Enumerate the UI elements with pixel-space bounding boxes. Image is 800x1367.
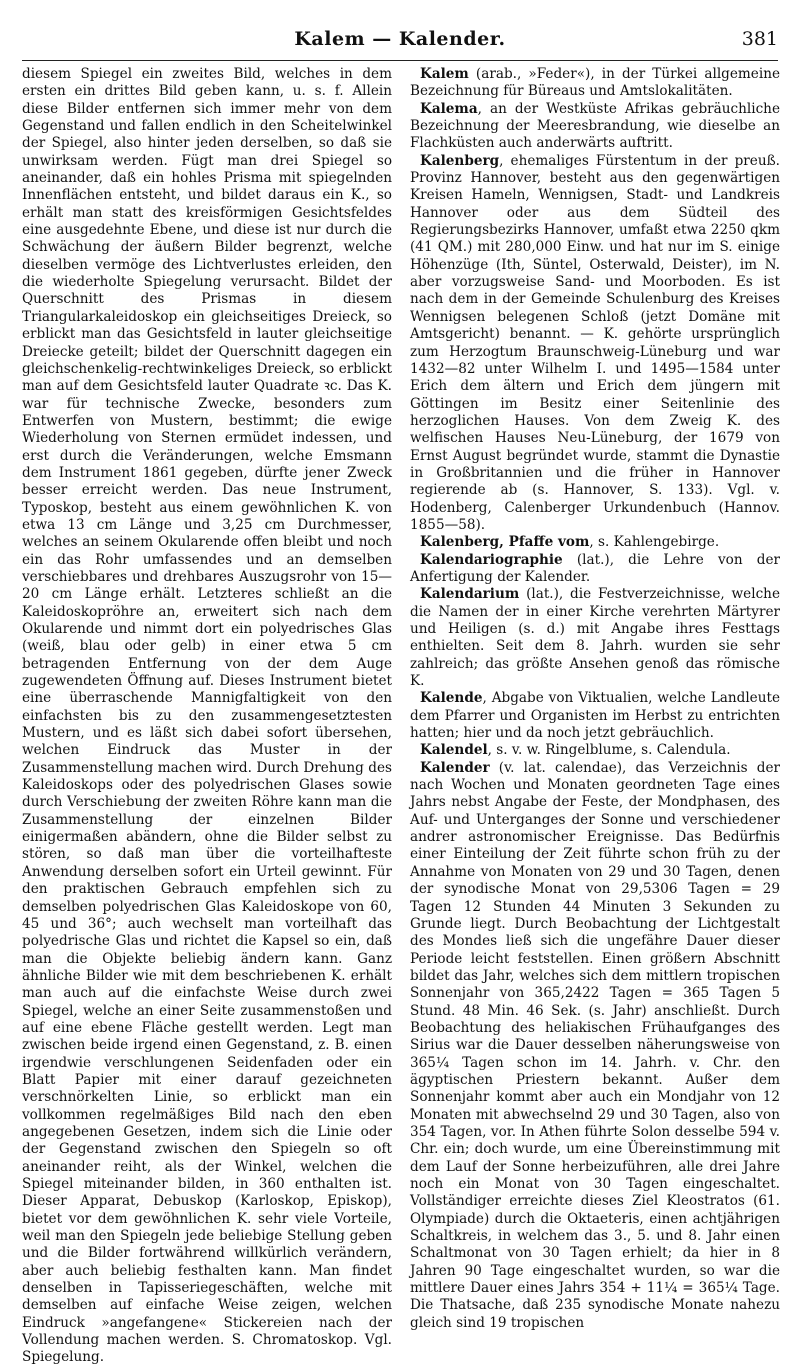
continued-paragraph: diesem Spiegel ein zweites Bild, welches in dem ersten ein drittes Bild geben kann, u. s. f. Allein diese Bilder entfernen sich immer mehr von dem Gegenstand und fallen endlich in den Scheitelwinkel der Spiegel, also hinter jeden derselben, so daß sie unwirksam werden. Fügt man drei Spiegel so aneinander, daß ein hohles Prisma mit spiegelnden Innenflächen entsteht, und bildet daraus ein K., so erhält man statt des kreisförmigen Gesichtsfeldes eine ausgedehnte Ebene, und diese ist nur durch die Schwächung der äußern Bilder begrenzt, welche dieselben vermöge des Lichtverlustes erleiden, den die wiederholte Spiegelung verursacht. Bildet der Querschnitt des Prismas in diesem Triangularkaleidoskop ein gleichseitiges Dreieck, so erblickt man das Gesichtsfeld in lauter gleichseitige Dreiecke geteilt; bildet der Querschnitt dagegen ein gleichschenkelig-rechtwinkeliges Dreieck, so erblickt man auf dem Gesichtsfeld lauter Quadrate ꝛc. Das K. war für technische Zwecke, besonders zum Entwerfen von Mustern, bestimmt; die ewige Wiederholung von Sternen ermüdet indessen, und erst durch die Veränderungen, welche Emsmann dem Instrument 1861 gegeben, dürfte jener Zweck besser erreicht werden. Das neue Instrument, Typoskop, besteht aus einem gewöhnlichen K. von etwa 13 cm Länge und 3,25 cm Durchmesser, welches an seinem Okularende offen bleibt und noch ein das Rohr umfassendes und an demselben verschiebbares und drehbares Auszugsrohr von 15—20 cm Länge erhält. Letzteres schließt an die Kaleidoskopröhre an, erweitert sich nach dem Okularende und nimmt dort ein polyedrisches Glas (weiß, blau oder gelb) in einer etwa 5 cm betragenden Entfernung von der dem Auge zugewendeten Öffnung auf. Dieses Instrument bietet eine überraschende Mannigfaltigkeit von den einfachsten bis zu den zusammengesetztesten Mustern, und es läßt sich dabei sofort übersehen, welchen Eindruck das Muster in der Zusammenstellung machen wird. Durch Drehung des Kaleidoskops oder des polyedrischen Glases sowie durch Verschiebung der zweiten Röhre kann man die Zusammenstellung der einzelnen Bilder einigermaßen abändern, ohne die Bilder selbst zu stören, so daß man über die vorteilhafteste Anwendung derselben sofort ein Urteil gewinnt. Für den praktischen Gebrauch empfehlen sich zu demselben polyedrischen Glas Kaleidoskope von 60, 45 und 36°; auch wechselt man vorteilhaft das polyedrische Glas und richtet die Kapsel so ein, daß man die Objekte beliebig ändern kann. Ganz ähnliche Bilder wie mit dem beschriebenen K. erhält man auch auf die einfachste Weise durch zwei Spiegel, welche an einer Seite zusammenstoßen und auf eine ebene Fläche gestellt werden. Legt man zwischen beide irgend einen Gegenstand, z. B. einen irgendwie verschlungenen Seidenfaden oder ein Blatt Papier mit einer darauf gezeichneten verschnörkelten Linie, so erblickt man ein vollkommen regelmäßiges Bild nach den eben angegebenen Gesetzen, indem sich die Linie oder der Gegenstand zwischen den Spiegeln so oft aneinander reiht, als der Winkel, welchen die Spiegel miteinander bilden, in 360 enthalten ist. Dieser Apparat, Debuskop (Karloskop, Episkop), bietet vor dem gewöhnlichen K. sehr viele Vorteile, weil man den Spiegeln jede beliebige Stellung geben und die Bilder fortwährend willkürlich verändern, aber auch beliebig festhalten kann. Man findet denselben in Tapisseriegeschäften, welche mit demselben auf einfache Weise zeigen, welchen Eindruck »angefangene« Stickereien nach der Vollendung machen werden. S. Chromatoskop. Vgl. Spiegelung. (22, 66, 392, 1366)
right-column (410, 66, 780, 1331)
headword: Kalema (420, 100, 478, 117)
header-divider (22, 60, 778, 61)
left-column (22, 66, 392, 1366)
entry-text: (arab., »Feder«), in der Türkei allgemeine Bezeichnung für Büreaus und Amtslokalitäten. (410, 66, 780, 100)
entry-kalema (410, 101, 780, 153)
entry-text: , Abgabe von Viktualien, welche Landleute dem Pfarrer und Organisten im Herbst zu entrichten hatten; hier und da noch jetzt gebräuchlich. (410, 690, 780, 742)
entry-text: , an der Westküste Afrikas gebräuchliche Bezeichnung der Meeresbrandung, wie dieselbe an Flachküsten auch anderwärts auftritt. (410, 100, 780, 152)
headword: Kalender (420, 759, 490, 776)
entry-text: , s. v. w. Ringelblume, s. Calendula. (487, 742, 731, 759)
headword: Kalendel (420, 742, 488, 759)
headword: Kalendariographie (420, 551, 563, 568)
headword: Kalendarium (420, 586, 520, 603)
entry-kalende (410, 690, 780, 742)
entry-kalendarium (410, 586, 780, 690)
headword: Kalende (420, 690, 483, 707)
entry-kalender (410, 760, 780, 1332)
headword: Kalenberg, Pfaffe vom (420, 534, 590, 551)
page-header (22, 28, 778, 58)
entry-kalendariographie (410, 552, 780, 587)
entry-text: , ehemaliges Fürstentum in der preuß. Provinz Hannover, besteht aus den gegenwärtigen Kreisen Hameln, Wennigsen, Stadt- und Landkreis Hannover oder aus dem Südteil des Regierungsbezirks Hannover, umfaßt etwa 2250 qkm (41 QM.) mit 280,000 Einw. und hat nur im S. einige Höhenzüge (Ith, Süntel, Osterwald, Deister), im N. aber vorzugsweise Sand- und Moorboden. Es ist nach dem in der Gemeinde Schulenburg des Kreises Wennigsen belegenen Schloß (jetzt Domäne mit Amtsgericht) benannt. — K. gehörte ursprünglich zum Herzogtum Braunschweig-Lüneburg und war 1432—82 unter Wilhelm I. und 1495—1584 unter Erich dem ältern und Erich dem jüngern mit Göttingen im Besitz einer Seitenlinie des herzoglichen Hauses. Von dem Zweig K. des welfischen Hauses Neu-Lüneburg, der 1679 von Ernst August begründet wurde, stammt die Dynastie in Großbritannien und die früher in Hannover regierende ab (s. Hannover, S. 133). Vgl. v. Hodenberg, Calenberger Urkundenbuch (Hannov. 1855—58). (410, 152, 780, 533)
entry-kalem (410, 66, 780, 101)
entry-kalenberg-pfaffe (410, 534, 780, 551)
headword: Kalenberg (420, 152, 500, 169)
entry-text: (lat.), die Lehre von der Anfertigung der Kalender. (410, 551, 780, 585)
headword: Kalem (420, 66, 469, 82)
entry-text: (v. lat. calendae), das Verzeichnis der nach Wochen und Monaten geordneten Tage eines Jahrs nebst Angabe der Feste, der Mondphasen, des Auf- und Unterganges der Sonne und verschiedener andrer astronomischer Ereignisse. Das Bedürfnis einer Einteilung der Zeit führte schon früh zu der Annahme von Monaten von 29 und 30 Tagen, denen der synodische Monat von 29,5306 Tagen = 29 Tagen 12 Stunden 44 Minuten 3 Sekunden zu Grunde liegt. Durch Beobachtung der Lichtgestalt des Mondes ließ sich die ungefähre Dauer dieser Periode leicht feststellen. Einen größern Abschnitt bildet das Jahr, welches sich dem mittlern tropischen Sonnenjahr von 365,2422 Tagen = 365 Tagen 5 Stund. 48 Min. 46 Sek. (s. Jahr) anschließt. Durch Beobachtung des heliakischen Frühaufganges des Sirius war die Dauer desselben näherungsweise von 365¼ Tagen schon im 14. Jahrh. v. Chr. den ägyptischen Priestern bekannt. Außer dem Sonnenjahr kommt aber auch ein Mondjahr von 12 Monaten mit abwechselnd 29 und 30 Tagen, also von 354 Tagen, vor. In Athen führte Solon desselbe 594 v. Chr. ein; doch wurde, um eine Übereinstimmung mit dem Lauf der Sonne herbeizuführen, alle drei Jahre noch ein Monat von 30 Tagen eingeschaltet. Vollständiger erreichte dieses Ziel Kleostratos (61. Olympiade) durch die Oktaeteris, einen achtjährigen Schaltkreis, in welchem das 3., 5. und 8. Jahr einen Schaltmonat von 30 Tagen erhielt; da hier in 8 Jahren 90 Tage eingeschaltet wurden, so war die mittlere Dauer eines Jahrs 354 + 11¼ = 365¼ Tage. Die Thatsache, daß 235 synodische Monate nahezu gleich sind 19 tropischen (410, 759, 780, 1331)
page-number: 381 (741, 28, 778, 50)
entry-text: , s. Kahlengebirge. (589, 534, 720, 551)
page-title: Kalem — Kalender. (294, 28, 506, 50)
entry-kalendel (410, 742, 780, 759)
entry-kalenberg (410, 153, 780, 535)
entry-text: (lat.), die Festverzeichnisse, welche die Namen der in einer Kirche verehrten Märtyrer und Heiligen (s. d.) mit Angabe ihres Festtags enthielten. Seit dem 8. Jahrh. wurden sie sehr zahlreich; das größte Ansehen genoß das römische K. (410, 586, 780, 690)
